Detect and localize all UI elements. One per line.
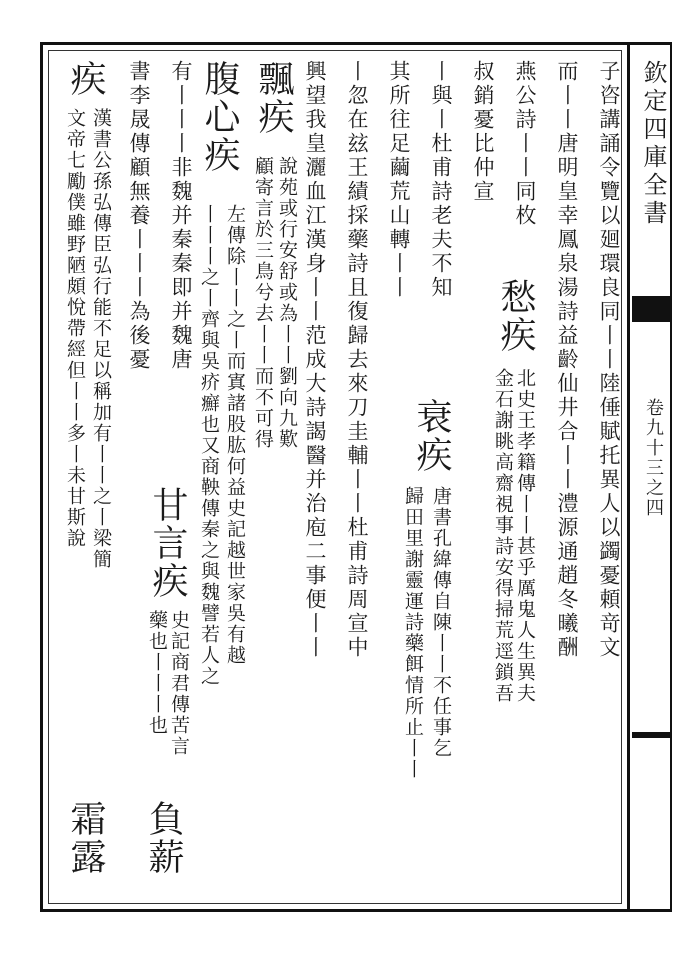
text-column-10: 書李晟傳顧無養丨丨丨為後憂	[127, 60, 151, 372]
text-column-8: 興望我皇灑血江漢身丨丨范成大詩謁醫并治庖二事便丨丨	[303, 60, 327, 660]
text-column-4: 叔銷憂比仲宣	[471, 60, 495, 204]
text-column-9: 有丨丨丨非魏并秦秦即并魏唐	[169, 60, 193, 372]
annotation-line-b: 金石謝眺高齋視事詩安得掃荒逕鎖吾	[492, 368, 514, 704]
annotation-line-g: 左傳除丨丨之丨而寘諸股肱何益史記越世家吳有越	[224, 204, 246, 666]
annotation-line-d: 歸田里謝靈運詩藥餌情所止丨丨	[402, 486, 424, 780]
entry-heading-負薪: 負薪	[143, 800, 184, 876]
entry-heading-甘言疾: 甘言疾	[147, 486, 188, 600]
annotation-line-f: 顧寄言於三鳥兮去丨丨而不可得	[252, 156, 274, 450]
fishtail-mark-lower	[632, 732, 670, 738]
text-column-3: 燕公詩丨丨同枚	[513, 60, 537, 228]
entry-heading-愁疾: 愁疾	[495, 278, 536, 354]
text-column-7: 丨忽在玆王績採藥詩且復歸去來刀圭輔丨丨杜甫詩周宣中	[345, 60, 369, 660]
book-title: 欽定四庫全書	[639, 60, 667, 228]
text-column-6: 其所往足繭荒山轉丨丨	[387, 60, 411, 300]
fishtail-mark	[632, 296, 670, 322]
volume-label: 卷九十三之四	[643, 398, 664, 518]
annotation-line-e: 說苑或行安舒或為丨丨劉向九歎	[276, 156, 298, 450]
annotation-line-j: 藥也丨丨丨也	[146, 610, 168, 736]
entry-heading-疾: 疾	[65, 60, 106, 98]
annotation-line-k: 漢書公孫弘傳臣弘行能不足以稱加有丨丨之丨梁簡	[90, 108, 112, 570]
text-column-2: 而丨丨唐明皇幸鳳泉湯詩益齡仙井合丨丨澧源通趙冬曦酬	[555, 60, 579, 660]
annotation-line-a: 北史王孝籍傳丨丨甚乎厲鬼人生異夫	[514, 368, 536, 704]
entry-heading-腹心疾: 腹心疾	[199, 60, 240, 174]
annotation-line-i: 史記商君傳苦言	[168, 610, 190, 757]
text-column-1: 子咨講誦令覽以廻環良同丨丨陸倕賦托異人以蠲憂頼竒文	[597, 60, 621, 660]
entry-heading-霜露: 霜露	[65, 800, 106, 876]
entry-heading-衰疾: 衰疾	[411, 398, 452, 474]
annotation-line-l: 文帝七勵僕雖野陋頗悅帶經但丨丨多丨未甘斯說	[64, 108, 86, 549]
entry-heading-飄疾: 飄疾	[253, 60, 294, 136]
text-column-5: 丨與丨杜甫詩老夫不知	[429, 60, 453, 300]
annotation-line-h: 丨丨丨之丨齊與吳疥癬也又商鞅傳秦之與魏譬若人之	[198, 204, 220, 687]
annotation-line-c: 唐書孔緯傳自陳丨丨不任事乞	[430, 486, 452, 759]
